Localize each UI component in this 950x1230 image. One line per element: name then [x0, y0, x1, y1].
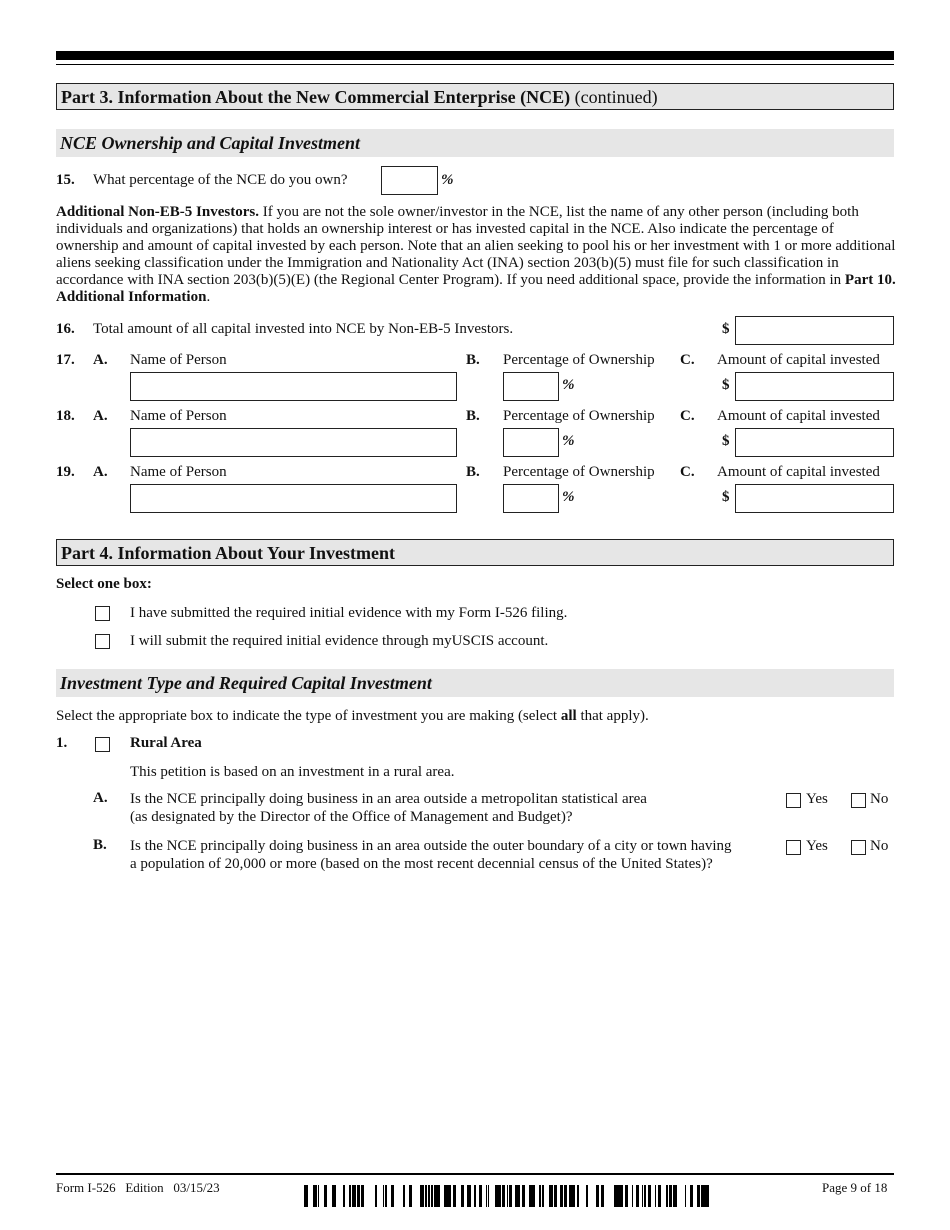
investment-instructions: [56, 708, 649, 725]
person-c-letter: C.: [680, 464, 695, 480]
rural-qa-yes-checkbox[interactable]: [786, 793, 801, 808]
part4-header: [56, 539, 894, 566]
person-pct-label: Percentage of Ownership: [503, 464, 655, 480]
person-name-label: Name of Person: [130, 352, 227, 368]
q15-percent-input[interactable]: [381, 166, 438, 195]
person-name-input[interactable]: [130, 428, 457, 457]
evidence-filed-checkbox[interactable]: [95, 606, 110, 621]
person-pct-label: Percentage of Ownership: [503, 408, 655, 424]
q16-amount-input[interactable]: [735, 316, 894, 345]
rural-qb-no-checkbox[interactable]: [851, 840, 866, 855]
person-name-label: Name of Person: [130, 408, 227, 424]
rural-qa-line1: Is the NCE principally doing business in an area outside a metropolitan statistical area: [130, 791, 647, 807]
person-amount-input[interactable]: [735, 484, 894, 513]
person-currency: $: [722, 489, 730, 505]
person-number: 17.: [56, 352, 75, 368]
person-pct-sign: %: [562, 433, 575, 449]
person-a-letter: A.: [93, 408, 108, 424]
q16-currency: $: [722, 321, 730, 337]
investment-instructions-bold: all: [560, 708, 577, 724]
person-amount-label: Amount of capital invested: [717, 408, 880, 424]
person-amount-input[interactable]: [735, 372, 894, 401]
section-investment-type: Investment Type and Required Capital Investment: [56, 669, 894, 697]
investors-note-body: If you are not the sole owner/investor in the NCE, list the name of any other person (including both individuals and organizations) that holds an ownership interest or has invested capital in the NCE. Also indicate the percentage of ownership and amount of capital invested by each person. Note that an alien seeking to pool his or her investment with 1 or more additional aliens seeking classification under the Immigration and Nationality Act (INA) section 203(b)(5) must file for such classification in accordance with INA section 203(b)(5)(E) (the Regional Center Program). If you need additional space, provide the information in: [56, 204, 896, 288]
footer-page-number: Page 9 of 18: [822, 1180, 888, 1195]
person-currency: $: [722, 377, 730, 393]
investment-instructions-post: that apply).: [576, 708, 649, 724]
rural-qa-yes-label: Yes: [806, 791, 828, 807]
rural-qb-no-label: No: [870, 838, 889, 854]
evidence-myuscis-checkbox[interactable]: [95, 634, 110, 649]
rural-qa-no-checkbox[interactable]: [851, 793, 866, 808]
rural-qb-line2: a population of 20,000 or more (based on the most recent decennial census of the United States)?: [130, 856, 713, 872]
rural-qb-letter: B.: [93, 837, 107, 853]
person-pct-label: Percentage of Ownership: [503, 352, 655, 368]
rural-qa-no-label: No: [870, 791, 889, 807]
person-pct-sign: %: [562, 489, 575, 505]
rural-qb-yes-label: Yes: [806, 838, 828, 854]
barcode-icon: [304, 1185, 712, 1207]
person-name-input[interactable]: [130, 372, 457, 401]
person-number: 18.: [56, 408, 75, 424]
part3-header: [56, 83, 894, 110]
q15-percent-sign: %: [441, 172, 454, 188]
footer-rule: [56, 1173, 894, 1175]
person-number: 19.: [56, 464, 75, 480]
investors-note-end: .: [206, 289, 211, 305]
rural-area-label: Rural Area: [130, 735, 202, 751]
select-one-label: Select one box:: [56, 576, 152, 592]
rural-qb-line1: Is the NCE principally doing business in an area outside the outer boundary of a city or town having: [130, 838, 732, 854]
person-currency: $: [722, 433, 730, 449]
evidence-myuscis-label: I will submit the required initial evidence through myUSCIS account.: [130, 633, 549, 649]
person-pct-input[interactable]: [503, 484, 559, 513]
q15-question: What percentage of the NCE do you own?: [93, 172, 348, 188]
evidence-filed-label: I have submitted the required initial evidence with my Form I-526 filing.: [130, 605, 568, 621]
part3-title: Part 3. Information About the New Commercial Enterprise (NCE): [61, 87, 571, 107]
person-b-letter: B.: [466, 352, 480, 368]
rural-qa-text: [130, 790, 647, 826]
q16-question: Total amount of all capital invested into NCE by Non-EB-5 Investors.: [93, 321, 514, 337]
section-ncE-ownership: NCE Ownership and Capital Investment: [56, 129, 894, 157]
person-pct-input[interactable]: [503, 428, 559, 457]
person-a-letter: A.: [93, 352, 108, 368]
investors-note-ref: Part 10. Additional Information: [56, 272, 896, 305]
rural-desc: This petition is based on an investment in a rural area.: [130, 764, 455, 780]
person-name-label: Name of Person: [130, 464, 227, 480]
part4-title: Part 4. Information About Your Investment: [61, 543, 396, 563]
person-name-input[interactable]: [130, 484, 457, 513]
investors-note: [56, 204, 896, 306]
investment-instructions-pre: Select the appropriate box to indicate the type of investment you are making (select: [56, 708, 561, 724]
rural-qa-line2: (as designated by the Director of the Office of Management and Budget)?: [130, 809, 573, 825]
q15-number: 15.: [56, 172, 75, 188]
person-amount-label: Amount of capital invested: [717, 464, 880, 480]
person-amount-label: Amount of capital invested: [717, 352, 880, 368]
person-c-letter: C.: [680, 352, 695, 368]
rural-qb-yes-checkbox[interactable]: [786, 840, 801, 855]
person-b-letter: B.: [466, 408, 480, 424]
top-rule-thin: [56, 64, 894, 65]
footer-form-edition: Form I-526 Edition 03/15/23: [56, 1180, 220, 1195]
investors-note-heading: Additional Non-EB-5 Investors.: [56, 204, 259, 220]
q16-number: 16.: [56, 321, 75, 337]
rural-number: 1.: [56, 735, 68, 751]
person-b-letter: B.: [466, 464, 480, 480]
part3-continued: (continued): [570, 87, 658, 107]
person-amount-input[interactable]: [735, 428, 894, 457]
person-a-letter: A.: [93, 464, 108, 480]
rural-qb-text: [130, 837, 732, 873]
person-pct-input[interactable]: [503, 372, 559, 401]
top-rule-thick: [56, 51, 894, 60]
rural-qa-letter: A.: [93, 790, 108, 806]
person-c-letter: C.: [680, 408, 695, 424]
person-pct-sign: %: [562, 377, 575, 393]
rural-area-checkbox[interactable]: [95, 737, 110, 752]
